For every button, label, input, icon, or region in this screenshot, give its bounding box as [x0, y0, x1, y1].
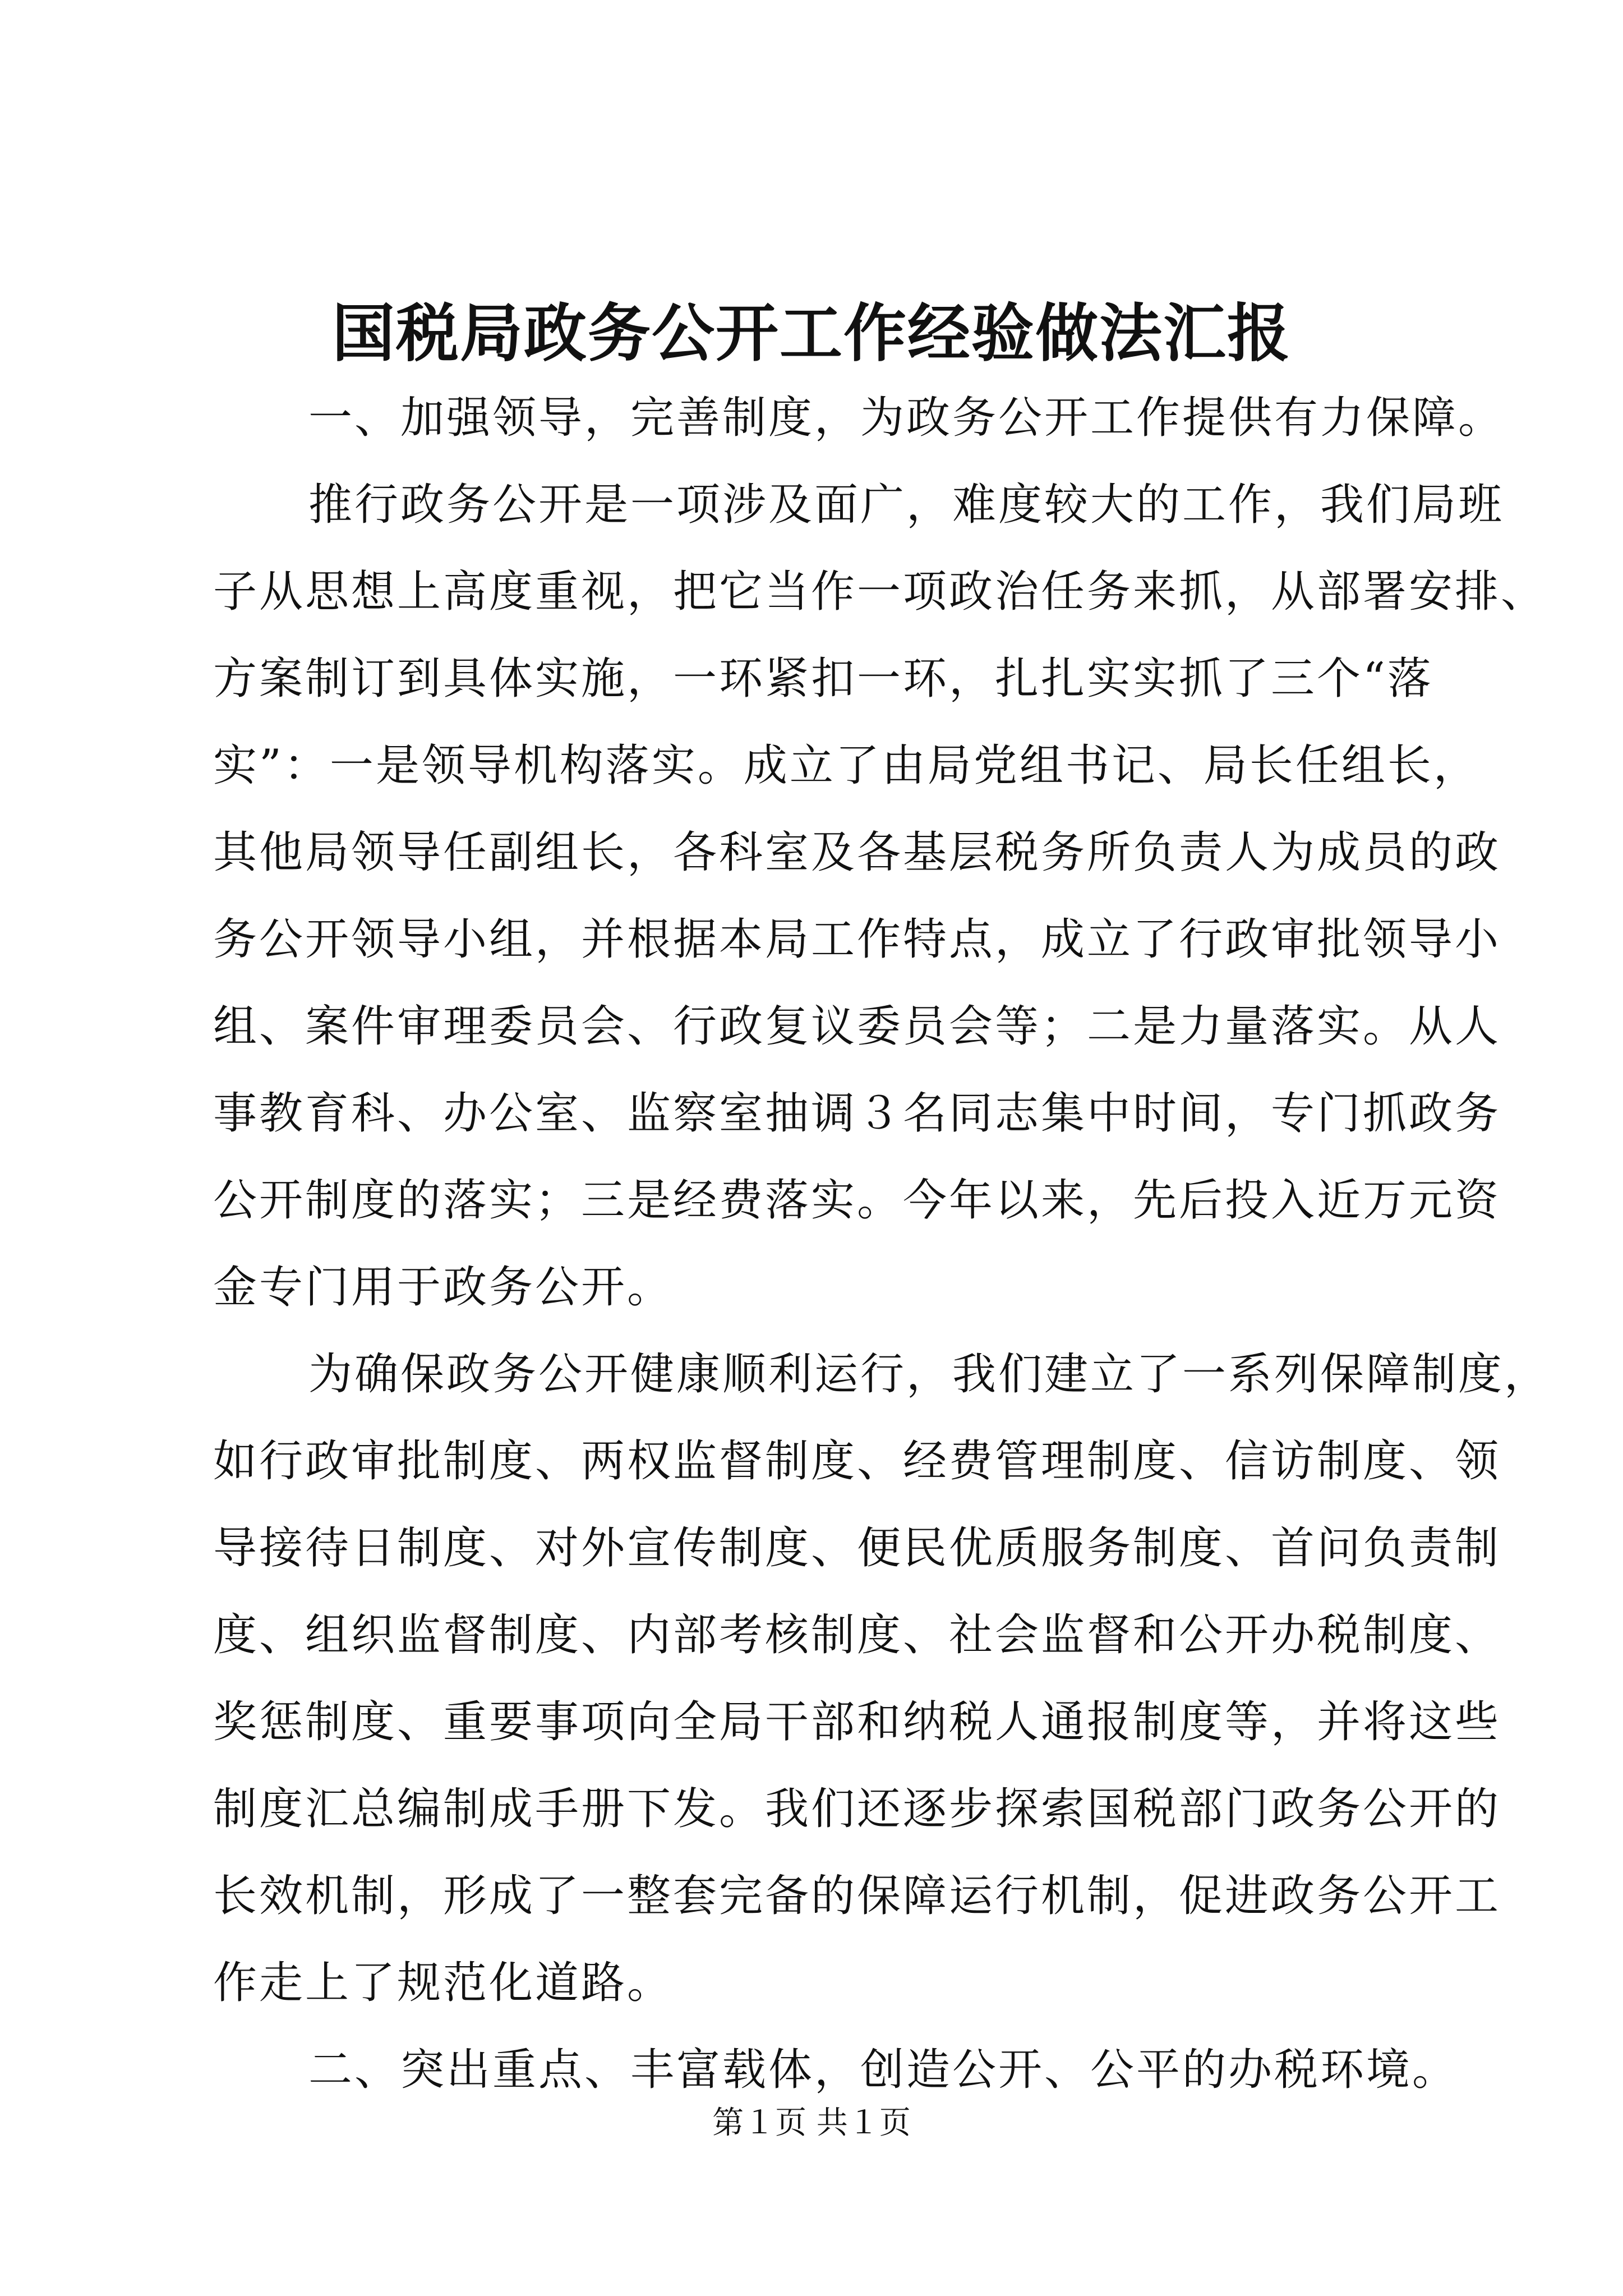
page-footer: 第１页 共１页 [712, 2105, 911, 2141]
text-line: 方案制订到具体实施，一环紧扣一环，扎扎实实抓了三个“落 [213, 654, 1433, 704]
text-line: 子从思想上高度重视，把它当作一项政治任务来抓，从部署安排、 [213, 567, 1547, 617]
text-line: 度、组织监督制度、内部考核制度、社会监督和公开办税制度、 [213, 1610, 1501, 1660]
text-line: 制度汇总编制成手册下发。我们还逐步探索国税部门政务公开的 [213, 1784, 1501, 1834]
text-line: 作走上了规范化道路。 [213, 1958, 674, 2008]
text-line: 导接待日制度、对外宣传制度、便民优质服务制度、首问负责制 [213, 1523, 1501, 1573]
text-line: 奖惩制度、重要事项向全局干部和纳税人通报制度等，并将这些 [213, 1697, 1501, 1747]
text-line: 二、突出重点、丰富载体，创造公开、公平的办税环境。 [308, 2045, 1459, 2095]
text-line: 长效机制，形成了一整套完备的保障运行机制，促进政务公开工 [213, 1871, 1501, 1921]
document-body [213, 375, 1551, 2114]
text-line: 一、加强领导，完善制度，为政务公开工作提供有力保障。 [308, 393, 1505, 443]
text-line: 其他局领导任副组长，各科室及各基层税务所负责人为成员的政 [213, 827, 1501, 878]
document-title: 国税局政务公开工作经验做法汇报 [332, 297, 1291, 370]
text-line: 实”：一是领导机构落实。成立了由局党组书记、局长任组长， [213, 740, 1479, 791]
text-line: 组、案件审理委员会、行政复议委员会等；二是力量落实。从人 [213, 1001, 1501, 1052]
text-line: 为确保政务公开健康顺利运行，我们建立了一系列保障制度， [308, 1349, 1551, 1400]
text-line: 推行政务公开是一项涉及面广，难度较大的工作，我们局班 [308, 480, 1505, 530]
text-line: 如行政审批制度、两权监督制度、经费管理制度、信访制度、领 [213, 1436, 1501, 1487]
text-line: 金专门用于政务公开。 [213, 1262, 674, 1313]
text-line: 务公开领导小组，并根据本局工作特点，成立了行政审批领导小 [213, 914, 1501, 965]
text-line: 事教育科、办公室、监察室抽调３名同志集中时间，专门抓政务 [213, 1088, 1501, 1139]
text-line: 公开制度的落实；三是经费落实。今年以来，先后投入近万元资 [213, 1175, 1501, 1226]
